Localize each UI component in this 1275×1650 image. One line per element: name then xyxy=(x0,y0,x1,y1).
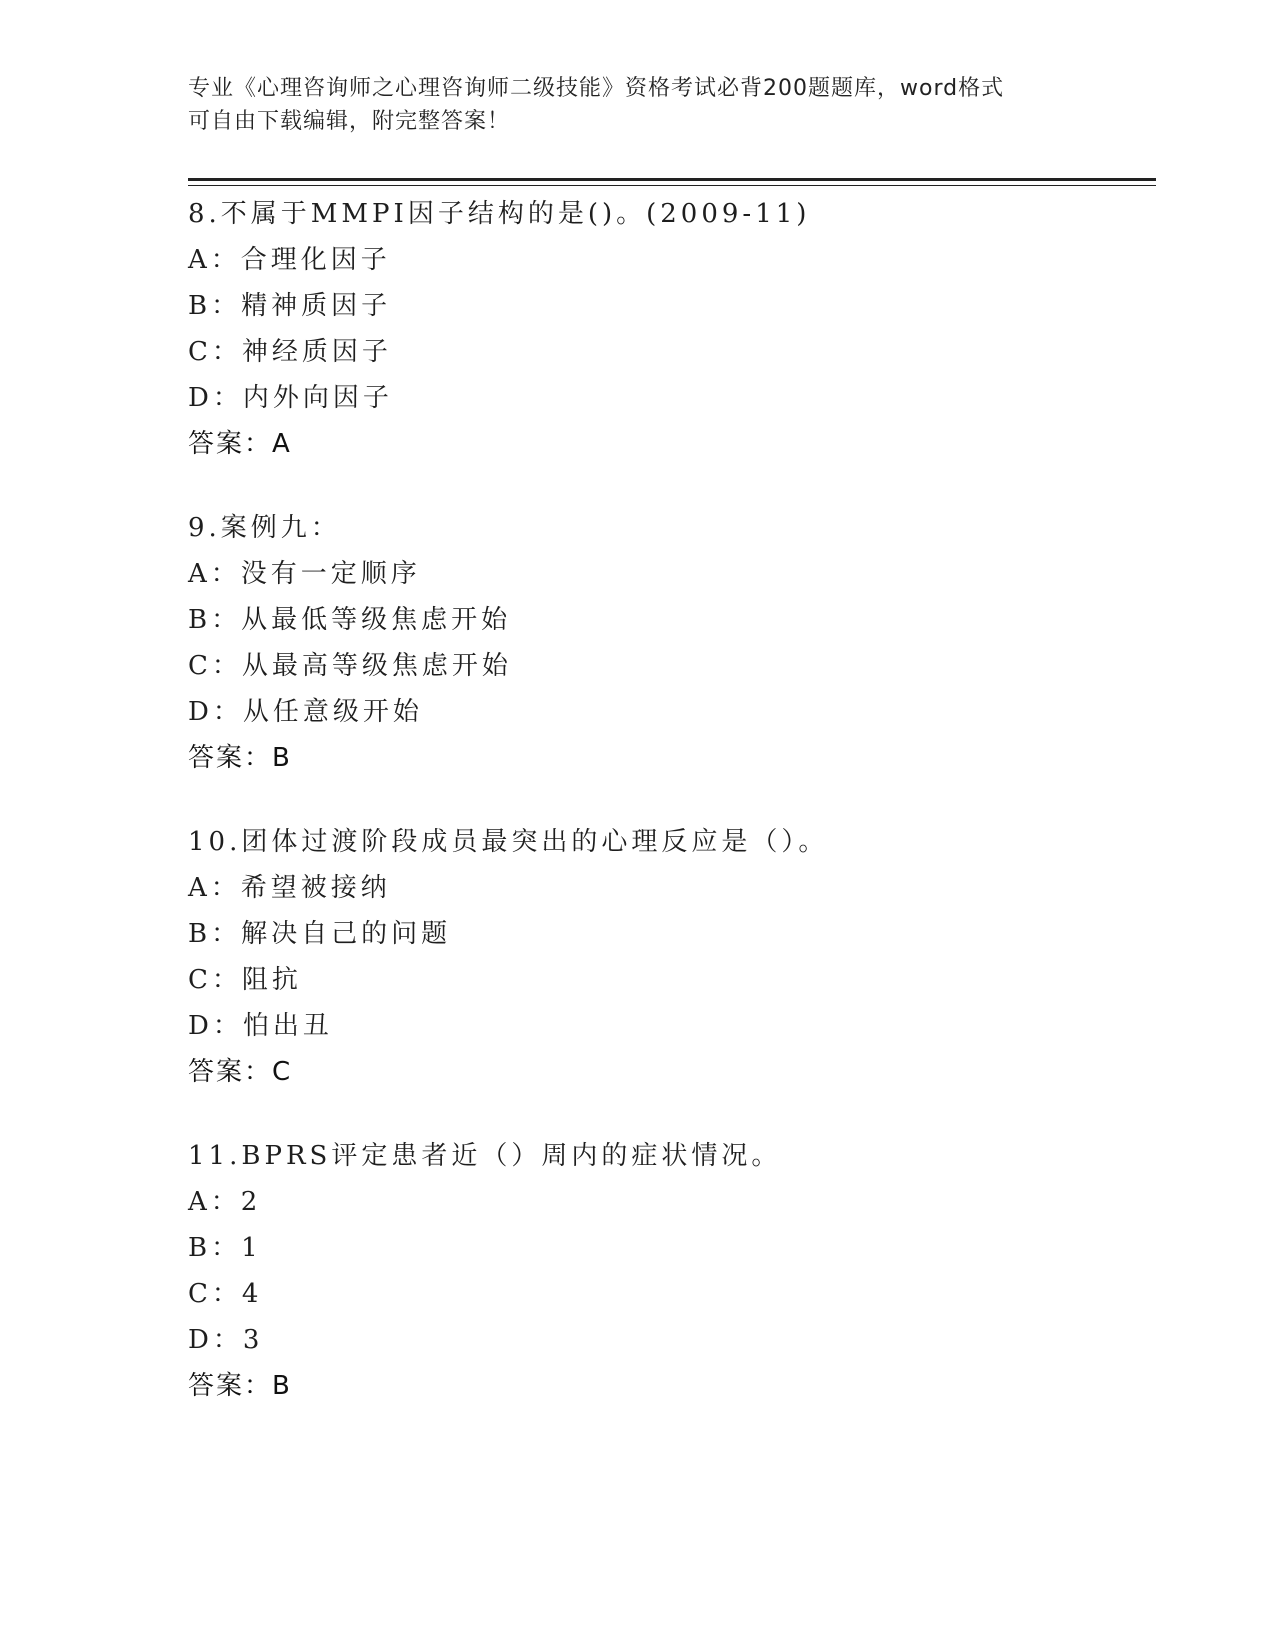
question-item xyxy=(188,191,1148,467)
option-c: C：神经质因子 xyxy=(188,337,392,367)
question-item xyxy=(188,819,1148,1095)
question-item xyxy=(188,505,1148,781)
option-d: D：怕出丑 xyxy=(188,1011,333,1041)
answer-text: 答案：C xyxy=(188,1057,293,1087)
option-c: C：从最高等级焦虑开始 xyxy=(188,651,512,681)
header-line-1: 专业《心理咨询师之心理咨询师二级技能》资格考试必背200题题库，word格式 xyxy=(188,76,1005,101)
answer-text: 答案：B xyxy=(188,743,292,773)
header-line-2: 可自由下载编辑，附完整答案！ xyxy=(188,109,511,134)
answer-text: 答案：B xyxy=(188,1371,292,1401)
document-header xyxy=(188,72,1088,138)
header-divider-thick xyxy=(188,178,1156,181)
answer-text: 答案：A xyxy=(188,429,292,459)
option-d: D：从任意级开始 xyxy=(188,697,423,727)
option-a: A：合理化因子 xyxy=(188,245,391,275)
option-d: D：3 xyxy=(188,1325,264,1355)
question-list xyxy=(188,191,1148,1447)
option-b: B：1 xyxy=(188,1233,262,1263)
option-d: D：内外向因子 xyxy=(188,383,393,413)
option-a: A：希望被接纳 xyxy=(188,873,391,903)
question-stem: 10.团体过渡阶段成员最突出的心理反应是（）。 xyxy=(188,827,829,857)
option-a: A：2 xyxy=(188,1187,262,1217)
header-divider-thin xyxy=(188,185,1156,186)
question-stem: 11.BPRS评定患者近（）周内的症状情况。 xyxy=(188,1141,782,1171)
option-b: B：从最低等级焦虑开始 xyxy=(188,605,512,635)
question-stem: 8.不属于MMPI因子结构的是()。(2009-11) xyxy=(188,199,811,229)
option-b: B：精神质因子 xyxy=(188,291,392,321)
option-c: C：4 xyxy=(188,1279,263,1309)
question-stem: 9.案例九： xyxy=(188,513,341,543)
option-b: B：解决自己的问题 xyxy=(188,919,452,949)
option-c: C：阻抗 xyxy=(188,965,302,995)
option-a: A：没有一定顺序 xyxy=(188,559,421,589)
question-item xyxy=(188,1133,1148,1409)
